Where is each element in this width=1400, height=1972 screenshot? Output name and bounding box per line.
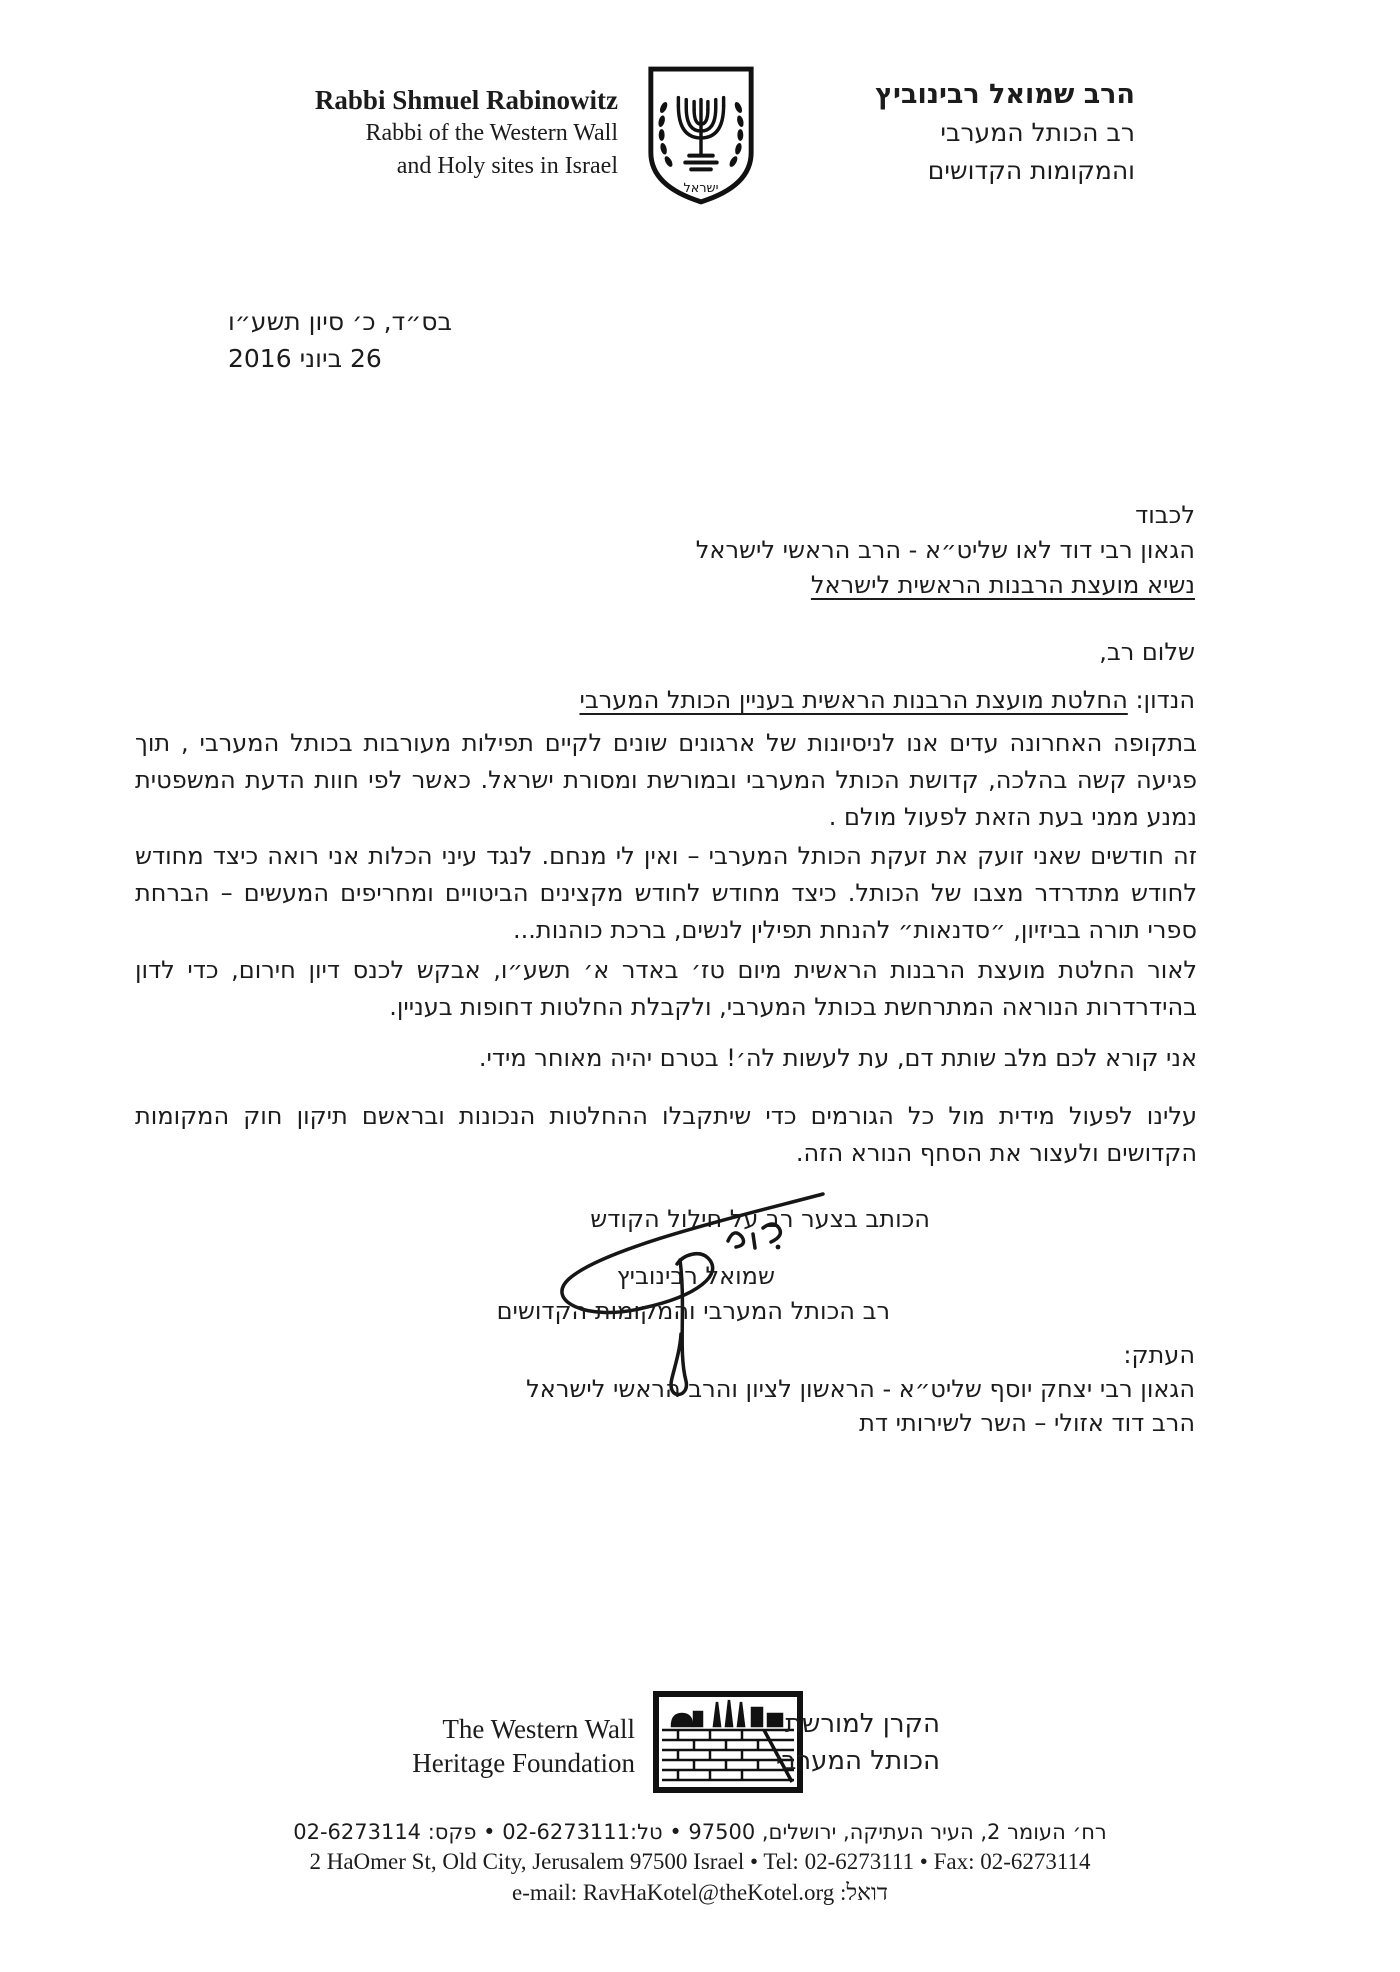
copies-recipient-2: הרב דוד אזולי – השר לשירותי דת bbox=[859, 1409, 1195, 1437]
letterhead-en-line3: and Holy sites in Israel bbox=[396, 153, 618, 179]
recipient-block bbox=[696, 498, 1195, 603]
body-paragraph-5: עלינו לפעול מידית מול כל הגורמים כדי שיתקבלו ההחלטות הנכונות ובראשם תיקון חוק המקומות הקדושים ולעצור את הסחף הנורא הזה. bbox=[135, 1102, 1197, 1167]
signature-closing-line: הכותב בצער רב על חילול הקודש bbox=[590, 1205, 930, 1233]
emblem-caption-text: ישראל bbox=[683, 181, 719, 197]
hebrew-date: בס״ד, כ׳ סיון תשע״ו bbox=[228, 307, 452, 336]
letterhead-he-line2: רב הכותל המערבי bbox=[940, 118, 1135, 147]
recipient-salutation: לכבוד bbox=[1135, 501, 1195, 529]
subject-line bbox=[579, 686, 1195, 714]
foundation-en-line1: The Western Wall bbox=[442, 1714, 635, 1744]
foundation-he-line2: הכותל המערבי bbox=[775, 1746, 940, 1776]
body-paragraph-2: זה חודשים שאני זועק את זעקת הכותל המערבי – ואין לי מנחם. לנגד עיני הכלות אני רואה כיצד מחודש לחודש מתדרדר מצבו של הכותל. כיצד מחודש לחודש מקצינים הביטויים ומחריפים המעשים – הברחת ספרי תורה בביזיון, ״סדנאות״ להנחת תפילין לנשים, ברכת כוהנות... bbox=[135, 842, 1197, 944]
body-paragraph-4: אני קורא לכם מלב שותת דם, עת לעשות לה׳! בטרם יהיה מאוחר מידי. bbox=[478, 1044, 1197, 1072]
copies-block bbox=[526, 1338, 1195, 1440]
address-line-english: 2 HaOmer St, Old City, Jerusalem 97500 Israel • Tel: 02-6273111 • Fax: 02-6273114 bbox=[309, 1849, 1091, 1874]
letterhead-en-name: Rabbi Shmuel Rabinowitz bbox=[314, 85, 618, 115]
foundation-name-english bbox=[412, 1712, 635, 1780]
letterhead-he-line3: והמקומות הקדושים bbox=[927, 156, 1135, 185]
subject-label: הנדון: bbox=[1135, 686, 1195, 714]
greeting-line: שלום רב, bbox=[1099, 638, 1195, 666]
body-paragraph-1: בתקופה האחרונה עדים אנו לניסיונות של ארגונים שונים לקיים תפילות מעורבות בכותל המערבי , תוך פגיעה קשה בהלכה, קדושת הכותל המערבי ובמורשת ומסורת ישראל. כאשר לפי חוות הדעת המשפטית נמנע ממני בעת הזאת לפעול מולם . bbox=[135, 729, 1197, 831]
address-line-hebrew: רח׳ העומר 2, העיר העתיקה, ירושלים, 97500 • טל:02-6273111 • פקס: 02-6273114 bbox=[293, 1820, 1107, 1844]
recipient-addressee: הגאון רבי דוד לאו שליט״א - הרב הראשי לישראל bbox=[695, 536, 1195, 564]
subject-text: החלטת מועצת הרבנות הראשית בעניין הכותל המערבי bbox=[579, 686, 1128, 714]
letterhead-english bbox=[315, 84, 618, 183]
israel-state-emblem-icon bbox=[642, 60, 760, 208]
copies-label: העתק: bbox=[1123, 1341, 1195, 1369]
letterhead-en-line2: Rabbi of the Western Wall bbox=[365, 120, 618, 146]
foundation-he-line1: הקרן למורשת bbox=[784, 1709, 940, 1739]
letterhead-he-name: הרב שמואל רבינוביץ bbox=[875, 79, 1135, 110]
copies-recipient-1: הגאון רבי יצחק יוסף שליט״א - הראשון לציון והרב הראשי לישראל bbox=[526, 1375, 1195, 1403]
signature-title: רב הכותל המערבי והמקומות הקדושים bbox=[496, 1297, 890, 1325]
foundation-name-hebrew bbox=[775, 1706, 940, 1780]
signature-name: שמואל רבינוביץ bbox=[616, 1262, 775, 1290]
body-paragraph-3: לאור החלטת מועצת הרבנות הראשית מיום טז׳ באדר א׳ תשע״ו, אבקש לכנס דיון חירום, כדי לדון בהידרדרות הנוראה המתרחשת בכותל המערבי, ולקבלת החלטות דחופות בעניין. bbox=[135, 956, 1197, 1021]
gregorian-date: 26 ביוני 2016 bbox=[228, 344, 382, 373]
recipient-addressee-title: נשיא מועצת הרבנות הראשית לישראל bbox=[810, 571, 1195, 599]
date-block bbox=[228, 303, 452, 377]
foundation-en-line2: Heritage Foundation bbox=[412, 1748, 635, 1778]
email-line: דואל: e-mail: RavHaKotel@theKotel.org bbox=[512, 1880, 888, 1905]
letterhead-hebrew bbox=[835, 76, 1135, 190]
